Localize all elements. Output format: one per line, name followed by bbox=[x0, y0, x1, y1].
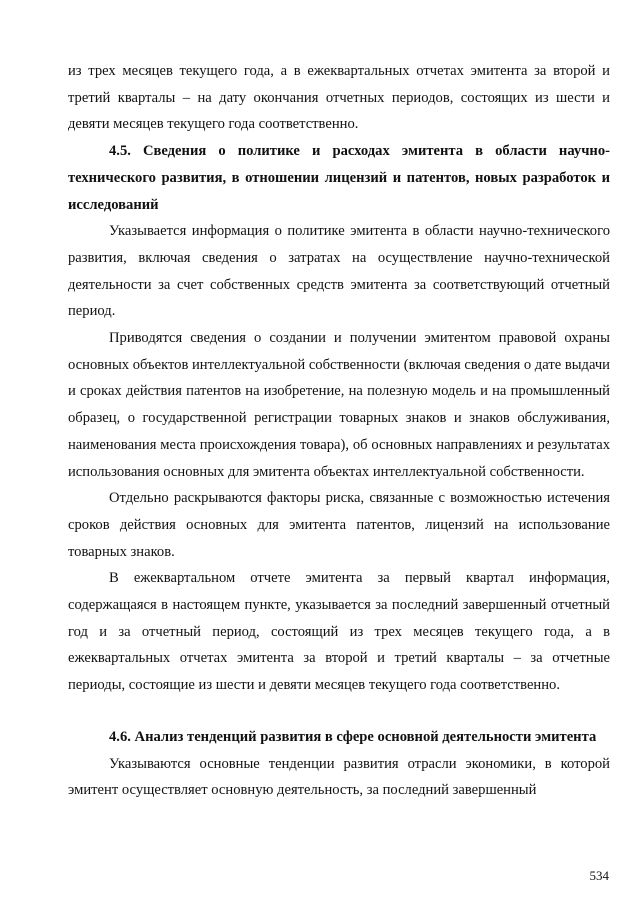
section-spacer bbox=[68, 699, 610, 724]
section-heading-4-6: 4.6. Анализ тенденций развития в сфере основной деятельности эмитента bbox=[109, 728, 597, 745]
paragraph-quarterly-report: В ежеквартальном отчете эмитента за первый квартал информация, содержащаяся в настоящем пункте, указывается за последний завершенный отчетный год и за отчетный период, состоящий из трех месяцев текущего года, а в ежеквартальных отчетах эмитента за второй и третий кварталы – за отчетные периоды, состоящие из шести и девяти месяцев текущего года соответственно. bbox=[68, 570, 610, 694]
section-heading-4-5: 4.5. Сведения о политике и расходах эмитента в области научно-технического развития, в отношении лицензий и патентов, новых разработок и исследований bbox=[68, 143, 610, 213]
paragraph-trends: Указываются основные тенденции развития отрасли экономики, в которой эмитент осуществляет основную деятельность, за последний завершенный bbox=[68, 755, 610, 799]
paragraph-continuation: из трех месяцев текущего года, а в ежеквартальных отчетах эмитента за второй и третий кварталы – на дату окончания отчетных периодов, состоящих из шести и девяти месяцев текущего года соответственно. bbox=[68, 63, 610, 133]
paragraph-policy-info: Указывается информация о политике эмитента в области научно-технического развития, включая сведения о затратах на осуществление научно-технической деятельности за счет собственных средств эмитента за соответствующий отчетный период. bbox=[68, 223, 610, 320]
page-number: 534 bbox=[589, 868, 609, 883]
paragraph-ip-protection: Приводятся сведения о создании и получении эмитентом правовой охраны основных объектов интеллектуальной собственности (включая сведения о дате выдачи и сроках действия патентов на изобретение, на полезную модель и на промышленный образец, о государственной регистрации товарных знаков и знаков обслуживания, наименования места происхождения товара), об основных направлениях и результатах использования основных для эмитента объектах интеллектуальной собственности. bbox=[68, 330, 610, 480]
paragraph-risk-factors: Отдельно раскрываются факторы риска, связанные с возможностью истечения сроков действия основных для эмитента патентов, лицензий на использование товарных знаков. bbox=[68, 490, 610, 560]
document-body bbox=[68, 58, 610, 804]
